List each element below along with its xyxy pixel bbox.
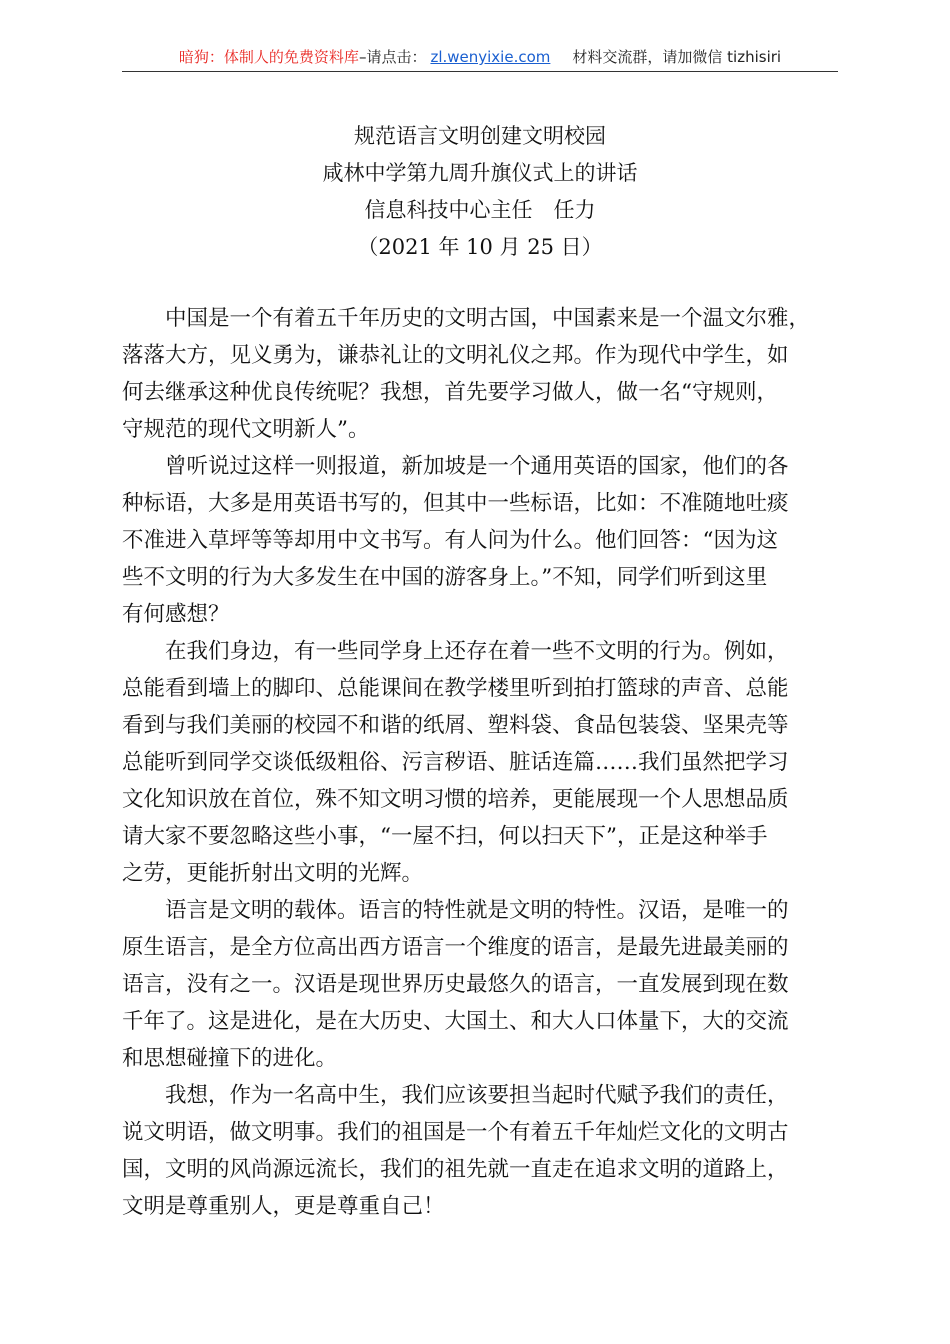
body-paragraph [122, 448, 834, 633]
paragraph-line: 语言是文明的载体。语言的特性就是文明的特性。汉语，是唯一的 [165, 898, 789, 923]
page-header [122, 46, 838, 72]
paragraph-line: 总能看到墙上的脚印、总能课间在教学楼里听到拍打篮球的声音、总能 [122, 676, 789, 701]
document-subtitle: 咸林中学第九周升旗仪式上的讲话 [322, 161, 638, 185]
paragraph-line: 和思想碰撞下的进化。 [122, 1046, 338, 1071]
paragraph-line: 总能听到同学交谈低级粗俗、污言秽语、脏话连篇……我们虽然把学习 [122, 750, 789, 775]
site-link[interactable]: zl.wenyixie.com [430, 48, 551, 66]
paragraph-line: 请大家不要忽略这些小事，“一屋不扫，何以扫天下”，正是这种举手 [122, 824, 768, 849]
paragraph-line: 守规范的现代文明新人”。 [122, 417, 370, 442]
title-block [122, 118, 838, 266]
document-body [122, 300, 834, 1225]
paragraph-line: 看到与我们美丽的校园不和谐的纸屑、塑料袋、食品包装袋、坚果壳等 [122, 713, 789, 738]
body-paragraph [122, 633, 834, 892]
paragraph-line: 说文明语，做文明事。我们的祖国是一个有着五千年灿烂文化的文明古 [122, 1120, 789, 1145]
paragraph-line: 在我们身边，有一些同学身上还存在着一些不文明的行为。例如， [165, 639, 789, 664]
body-paragraph [122, 1077, 834, 1225]
document-title: 规范语言文明创建文明校园 [354, 124, 606, 148]
paragraph-line: 语言，没有之一。汉语是现世界历史最悠久的语言，一直发展到现在数 [122, 972, 789, 997]
paragraph-line: 何去继承这种优良传统呢？我想，首先要学习做人，做一名“守规则， [122, 380, 778, 405]
body-paragraph [122, 300, 834, 448]
paragraph-line: 文明是尊重别人，更是尊重自己！ [122, 1194, 445, 1219]
paragraph-line: 文化知识放在首位，殊不知文明习惯的培养，更能展现一个人思想品质 [122, 787, 789, 812]
paragraph-line: 之劳，更能折射出文明的光辉。 [122, 861, 424, 886]
header-divider [122, 71, 838, 72]
paragraph-line: 中国是一个有着五千年历史的文明古国，中国素来是一个温文尔雅， [165, 306, 811, 331]
paragraph-line: 种标语，大多是用英语书写的，但其中一些标语，比如：不准随地吐痰 [122, 491, 789, 516]
site-name: 暗狗：体制人的免费资料库 [178, 48, 359, 66]
speaker-line: 信息科技中心主任 任力 [364, 198, 596, 222]
body-paragraph [122, 892, 834, 1077]
paragraph-line: 我想，作为一名高中生，我们应该要担当起时代赋予我们的责任， [165, 1083, 789, 1108]
paragraph-line: 国，文明的风尚源远流长，我们的祖先就一直走在追求文明的道路上， [122, 1157, 789, 1182]
paragraph-line: 些不文明的行为大多发生在中国的游客身上。”不知，同学们听到这里 [122, 565, 768, 590]
paragraph-line: 千年了。这是进化，是在大历史、大国土、和大人口体量下，大的交流 [122, 1009, 789, 1034]
paragraph-line: 不准进入草坪等等却用中文书写。有人问为什么。他们回答：“因为这 [122, 528, 778, 553]
date-line: （2021 年 10 月 25 日） [357, 235, 603, 259]
contact-info: 材料交流群，请加微信 tizhisiri [572, 48, 782, 66]
paragraph-line: 有何感想？ [122, 602, 230, 627]
paragraph-line: 曾听说过这样一则报道，新加坡是一个通用英语的国家，他们的各 [165, 454, 789, 479]
paragraph-line: 落落大方，见义勇为，谦恭礼让的文明礼仪之邦。作为现代中学生，如 [122, 343, 789, 368]
click-prompt: –请点击： [358, 48, 427, 66]
paragraph-line: 原生语言，是全方位高出西方语言一个维度的语言，是最先进最美丽的 [122, 935, 789, 960]
